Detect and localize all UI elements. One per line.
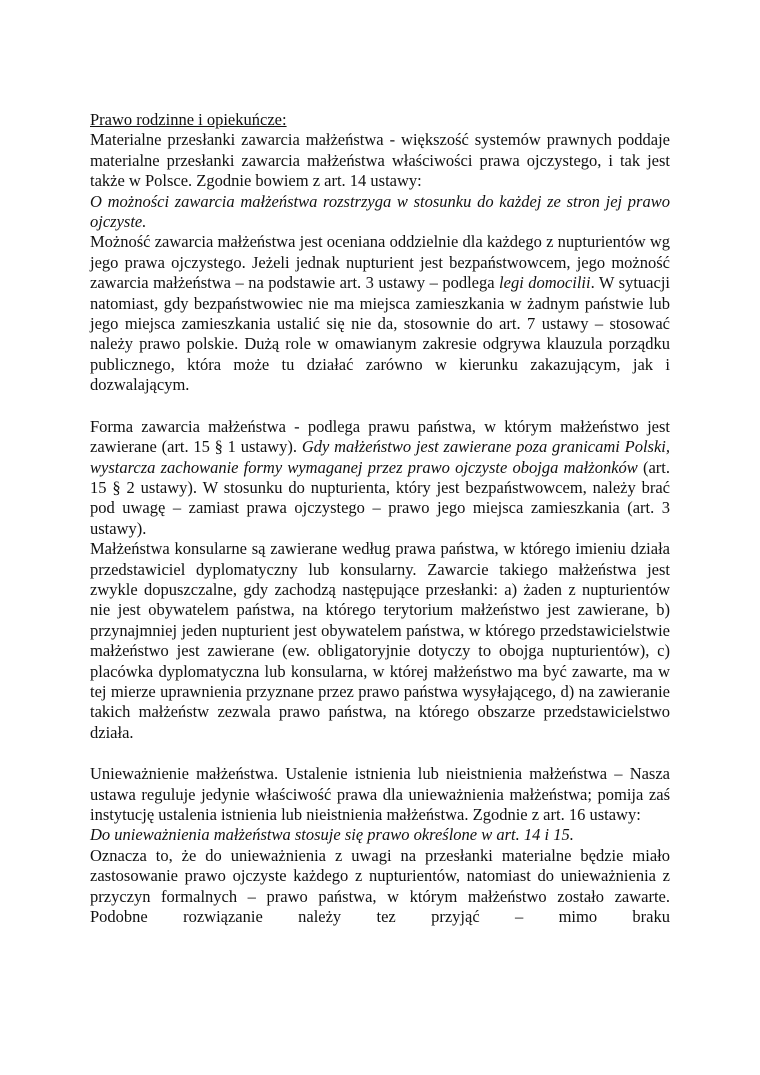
document-body xyxy=(90,110,670,927)
paragraph-annulment: Unieważnienie małżeństwa. Ustalenie istnienia lub nieistnienia małżeństwa – Nasza ustawa reguluje jedynie właściwość prawa dla unieważnienia małżeństwa; pomija zaś instytucję ustalenia istnienia lub nieistnienia małżeństwa. Zgodnie z art. 16 ustawy: xyxy=(90,764,670,824)
italic-citation: Gdy małżeństwo jest zawierane poza granicami Polski, wystarcza zachowanie formy wymaganej przez prawo ojczyste obojga małżonków xyxy=(90,437,671,477)
paragraph-capacity-assessment xyxy=(90,232,670,395)
quote-art-14 xyxy=(90,192,670,233)
quote-art-16-text: Do unieważnienia małżeństwa stosuje się prawo określone w art. 14 i 15. xyxy=(90,825,574,845)
paragraph-material-conditions: Materialne przesłanki zawarcia małżeństwa - większość systemów prawnych poddaje materialne przesłanki zawarcia małżeństwa właściwości prawa ojczystego, i tak jest także w Polsce. Zgodnie bowiem z art. 14 ustawy: xyxy=(90,130,670,191)
paragraph-text: . W sytuacji natomiast, gdy bezpaństwowiec nie ma miejsca zamieszkania w żadnym państwie lub jego miejsca zamieszkania ustalić się nie da, stosownie do art. 7 ustawy – stosować należy prawo polskie. Dużą role w omawianym zakresie odgrywa klauzula porządku publicznego, która może tu działać zarówno w kierunku zakazującym, jak i dozwalającym. xyxy=(90,273,670,395)
section-title: Prawo rodzinne i opiekuńcze: xyxy=(90,110,287,129)
paragraph-marriage-form xyxy=(90,417,670,539)
quote-art-14-text: O możności zawarcia małżeństwa rozstrzyga w stosunku do każdej ze stron jej prawo ojczyste. xyxy=(90,191,670,232)
paragraph-text: (art. 15 § 2 ustawy). W stosunku do nupturienta, który jest bezpaństwowcem, należy brać pod uwagę – zamiast prawa ojczystego – prawo jego miejsca zamieszkania (art. 3 ustawy). xyxy=(90,457,670,538)
paragraph-text: Forma zawarcia małżeństwa - podlega prawu państwa, w którym małżeństwo jest zawierane (art. 15 § 1 ustawy). xyxy=(90,416,670,457)
paragraph-annulment-meaning: Oznacza to, że do unieważnienia z uwagi na przesłanki materialne będzie miało zastosowanie prawo ojczyste każdego z nupturientów, natomiast do unieważnienia z przyczyn formalnych – prawo państwa, w którym małżeństwo zostało zawarte. Podobne rozwiązanie należy tez przyjąć – mimo braku xyxy=(90,845,670,927)
latin-term: legi domocilii xyxy=(499,273,591,293)
paragraph-gap xyxy=(90,396,670,417)
paragraph-text: Możność zawarcia małżeństwa jest oceniana oddzielnie dla każdego z nupturientów wg jego prawa ojczystego. Jeżeli jednak nupturient jest bezpaństwowcem, jego możność zawarcia małżeństwa – na podstawie art. 3 ustawy – podlega xyxy=(90,232,670,293)
quote-art-16 xyxy=(90,825,670,845)
paragraph-consular-marriages: Małżeństwa konsularne są zawierane według prawa państwa, w którego imieniu działa przedstawiciel dyplomatyczny lub konsularny. Zawarcie takiego małżeństwa jest zwykle dopuszczalne, gdy zachodzą następujące przesłanki: a) żaden z nupturientów nie jest obywatelem państwa, na którego terytorium małżeństwo jest zawierane, b) przynajmniej jeden nupturient jest obywatelem państwa, w którego przedstawicielstwie małżeństwo jest zawierane (ew. obligatoryjnie dotyczy to obojga nupturientów), c) placówka dyplomatyczna lub konsularna, w której małżeństwo ma być zawarte, ma w tej mierze uprawnienia przyznane przez prawo państwa wysyłającego, d) na zawieranie takich małżeństw zezwala prawo państwa, na którego obszarze przedstawicielstwo działa. xyxy=(90,539,670,742)
paragraph-gap xyxy=(90,743,670,764)
